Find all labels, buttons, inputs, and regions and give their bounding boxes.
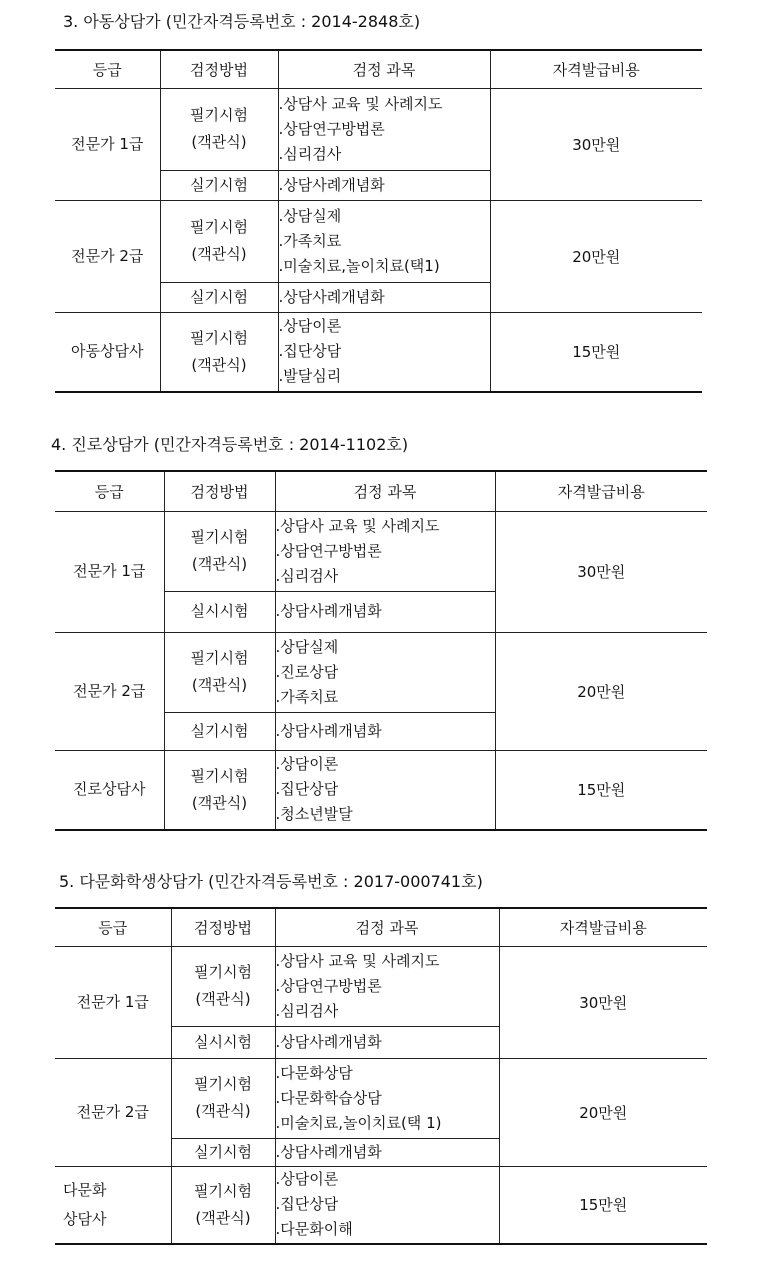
grade-label: 상담사 <box>63 1209 107 1228</box>
method-sublabel: (객관식) <box>191 676 248 694</box>
table-row <box>55 88 702 170</box>
method-cell <box>164 712 275 750</box>
fee-cell: 15만원 <box>495 750 707 830</box>
subject-item: .심리검사 <box>275 566 339 585</box>
subject-item: .상담사례개념화 <box>278 175 385 194</box>
subject-item: .다문화이해 <box>275 1220 353 1239</box>
subject-item: .상담연구방법론 <box>275 976 382 995</box>
method-cell <box>171 1026 275 1058</box>
subject-item: .미술치료,놀이치료(택1) <box>278 256 440 275</box>
subjects-cell <box>278 312 490 392</box>
method-sublabel: (객관식) <box>191 133 247 151</box>
subjects-cell <box>278 88 490 170</box>
header-row <box>55 471 707 511</box>
method-sublabel: (객관식) <box>195 1102 251 1120</box>
table-row <box>55 750 707 830</box>
subject-item: .상담사례개념화 <box>278 287 385 306</box>
subjects-cell <box>278 200 490 282</box>
subject-item: .상담사례개념화 <box>275 721 382 740</box>
method-sublabel: (객관식) <box>195 1208 251 1227</box>
header-method: 검정방법 <box>164 471 275 511</box>
table-row <box>55 1166 707 1244</box>
method-sublabel: (객관식) <box>191 555 248 573</box>
subjects-cell <box>275 750 495 830</box>
grade-label: 다문화 <box>63 1180 107 1199</box>
subject-item: .상담사례개념화 <box>275 602 382 620</box>
header-fee: 자격발급비용 <box>490 50 702 88</box>
method-cell <box>160 282 278 312</box>
grade-cell <box>55 632 164 750</box>
grade-cell <box>55 88 160 200</box>
method-sublabel: (객관식) <box>191 793 248 812</box>
subject-item: .상담이론 <box>278 317 342 336</box>
subjects-cell <box>278 282 490 312</box>
method-sublabel: (객관식) <box>191 245 247 263</box>
header-method: 검정방법 <box>160 50 278 88</box>
subject-item: .발달심리 <box>278 367 342 386</box>
method-label: 필기시험 <box>190 766 249 785</box>
header-method: 검정방법 <box>171 908 275 946</box>
subject-item: .청소년발달 <box>275 805 353 824</box>
subject-item: .가족치료 <box>275 687 339 706</box>
method-label: 필기시험 <box>194 1181 252 1200</box>
method-cell <box>160 88 278 170</box>
method-label: 필기시험 <box>190 528 249 546</box>
table-row <box>55 1058 707 1138</box>
grade-label: 전문가 1급 <box>71 134 144 153</box>
subject-item: .집단상담 <box>275 1195 339 1214</box>
subject-item: .상담사례개념화 <box>275 1142 382 1161</box>
subject-item: .미술치료,놀이치료(택 1) <box>275 1113 442 1132</box>
subject-item: .상담연구방법론 <box>278 119 385 138</box>
grade-cell <box>55 750 164 830</box>
method-label: 실기시험 <box>190 287 248 306</box>
method-label: 필기시험 <box>194 1075 252 1093</box>
subject-item: .상담이론 <box>275 1170 339 1189</box>
subjects-cell <box>275 632 495 712</box>
subject-item: .상담사례개념화 <box>275 1032 382 1051</box>
method-cell <box>171 1058 275 1138</box>
method-sublabel: (객관식) <box>195 990 251 1008</box>
subject-item: .다문화상담 <box>275 1063 353 1082</box>
header-fee: 자격발급비용 <box>499 908 707 946</box>
fee-cell: 30만원 <box>490 88 702 200</box>
header-grade: 등급 <box>55 471 164 511</box>
method-cell <box>171 1166 275 1244</box>
subject-item: .상담사 교육 및 사례지도 <box>278 94 443 113</box>
table-row <box>55 200 702 282</box>
subject-item: .심리검사 <box>275 1001 339 1020</box>
method-cell <box>171 1138 275 1166</box>
grade-cell <box>55 312 160 392</box>
qualification-table <box>55 49 702 393</box>
subject-item: .상담사 교육 및 사례지도 <box>275 516 440 535</box>
section-title: 4. 진로상담가 (민간자격등록번호 : 2014-1102호) <box>51 435 409 454</box>
subjects-cell <box>275 946 499 1026</box>
section-title: 5. 다문화학생상담가 (민간자격등록번호 : 2017-000741호) <box>59 872 483 891</box>
subjects-cell <box>275 1026 499 1058</box>
fee-cell: 15만원 <box>499 1166 707 1244</box>
grade-cell <box>55 511 164 632</box>
subjects-cell <box>275 1138 499 1166</box>
subjects-cell <box>275 1058 499 1138</box>
subject-item: .다문화학습상담 <box>275 1088 382 1107</box>
grade-label: 전문가 2급 <box>71 246 144 265</box>
grade-label: 전문가 2급 <box>76 1102 149 1121</box>
section-title: 3. 아동상담가 (민간자격등록번호 : 2014-2848호) <box>63 12 421 31</box>
grade-label: 아동상담사 <box>71 342 144 361</box>
header-row <box>55 908 707 946</box>
grade-label: 전문가 2급 <box>73 681 146 700</box>
grade-cell <box>55 1058 171 1166</box>
method-label: 실기시험 <box>194 1142 252 1161</box>
qualification-table <box>55 907 707 1245</box>
qualification-table <box>55 470 707 831</box>
method-label: 필기시험 <box>194 963 252 981</box>
header-fee: 자격발급비용 <box>495 471 707 511</box>
table-row <box>55 946 707 1026</box>
method-cell <box>164 511 275 591</box>
subjects-cell <box>275 591 495 632</box>
method-label: 실기시험 <box>190 721 249 740</box>
table-row <box>55 312 702 392</box>
subject-item: .가족치료 <box>278 231 342 250</box>
method-label: 실시시험 <box>190 602 249 620</box>
method-cell <box>160 200 278 282</box>
method-cell <box>164 750 275 830</box>
method-cell <box>160 170 278 200</box>
table-row <box>55 632 707 712</box>
subjects-cell <box>275 1166 499 1244</box>
subject-item: .집단상담 <box>275 780 339 799</box>
subject-item: .상담연구방법론 <box>275 541 382 560</box>
header-grade: 등급 <box>55 50 160 88</box>
fee-cell: 20만원 <box>490 200 702 312</box>
subject-item: .상담실제 <box>275 637 339 656</box>
grade-label: 전문가 1급 <box>76 992 149 1011</box>
fee-cell: 20만원 <box>495 632 707 750</box>
header-subjects: 검정 과목 <box>275 471 495 511</box>
subject-item: .집단상담 <box>278 342 342 361</box>
table-row <box>55 511 707 591</box>
subject-item: .상담이론 <box>275 755 339 774</box>
subject-item: .진로상담 <box>275 662 339 681</box>
fee-cell: 20만원 <box>499 1058 707 1166</box>
method-cell <box>164 591 275 632</box>
grade-cell <box>55 1166 171 1244</box>
method-label: 실기시험 <box>190 175 248 194</box>
fee-cell: 30만원 <box>499 946 707 1058</box>
subject-item: .심리검사 <box>278 144 342 163</box>
subject-item: .상담사 교육 및 사례지도 <box>275 951 440 970</box>
method-cell <box>171 946 275 1026</box>
method-cell <box>164 632 275 712</box>
grade-label: 전문가 1급 <box>73 562 146 580</box>
header-subjects: 검정 과목 <box>275 908 499 946</box>
subjects-cell <box>275 712 495 750</box>
method-label: 실시시험 <box>194 1032 252 1051</box>
subjects-cell <box>275 511 495 591</box>
method-label: 필기시험 <box>190 649 249 667</box>
fee-cell: 30만원 <box>495 511 707 632</box>
method-label: 필기시험 <box>190 328 248 347</box>
fee-cell: 15만원 <box>490 312 702 392</box>
header-row <box>55 50 702 88</box>
method-label: 필기시험 <box>190 218 248 236</box>
grade-cell <box>55 200 160 312</box>
subject-item: .상담실제 <box>278 206 342 225</box>
subjects-cell <box>278 170 490 200</box>
grade-cell <box>55 946 171 1058</box>
method-sublabel: (객관식) <box>191 355 247 374</box>
grade-label: 진로상담사 <box>73 780 146 799</box>
method-cell <box>160 312 278 392</box>
method-label: 필기시험 <box>190 106 248 124</box>
header-grade: 등급 <box>55 908 171 946</box>
header-subjects: 검정 과목 <box>278 50 490 88</box>
